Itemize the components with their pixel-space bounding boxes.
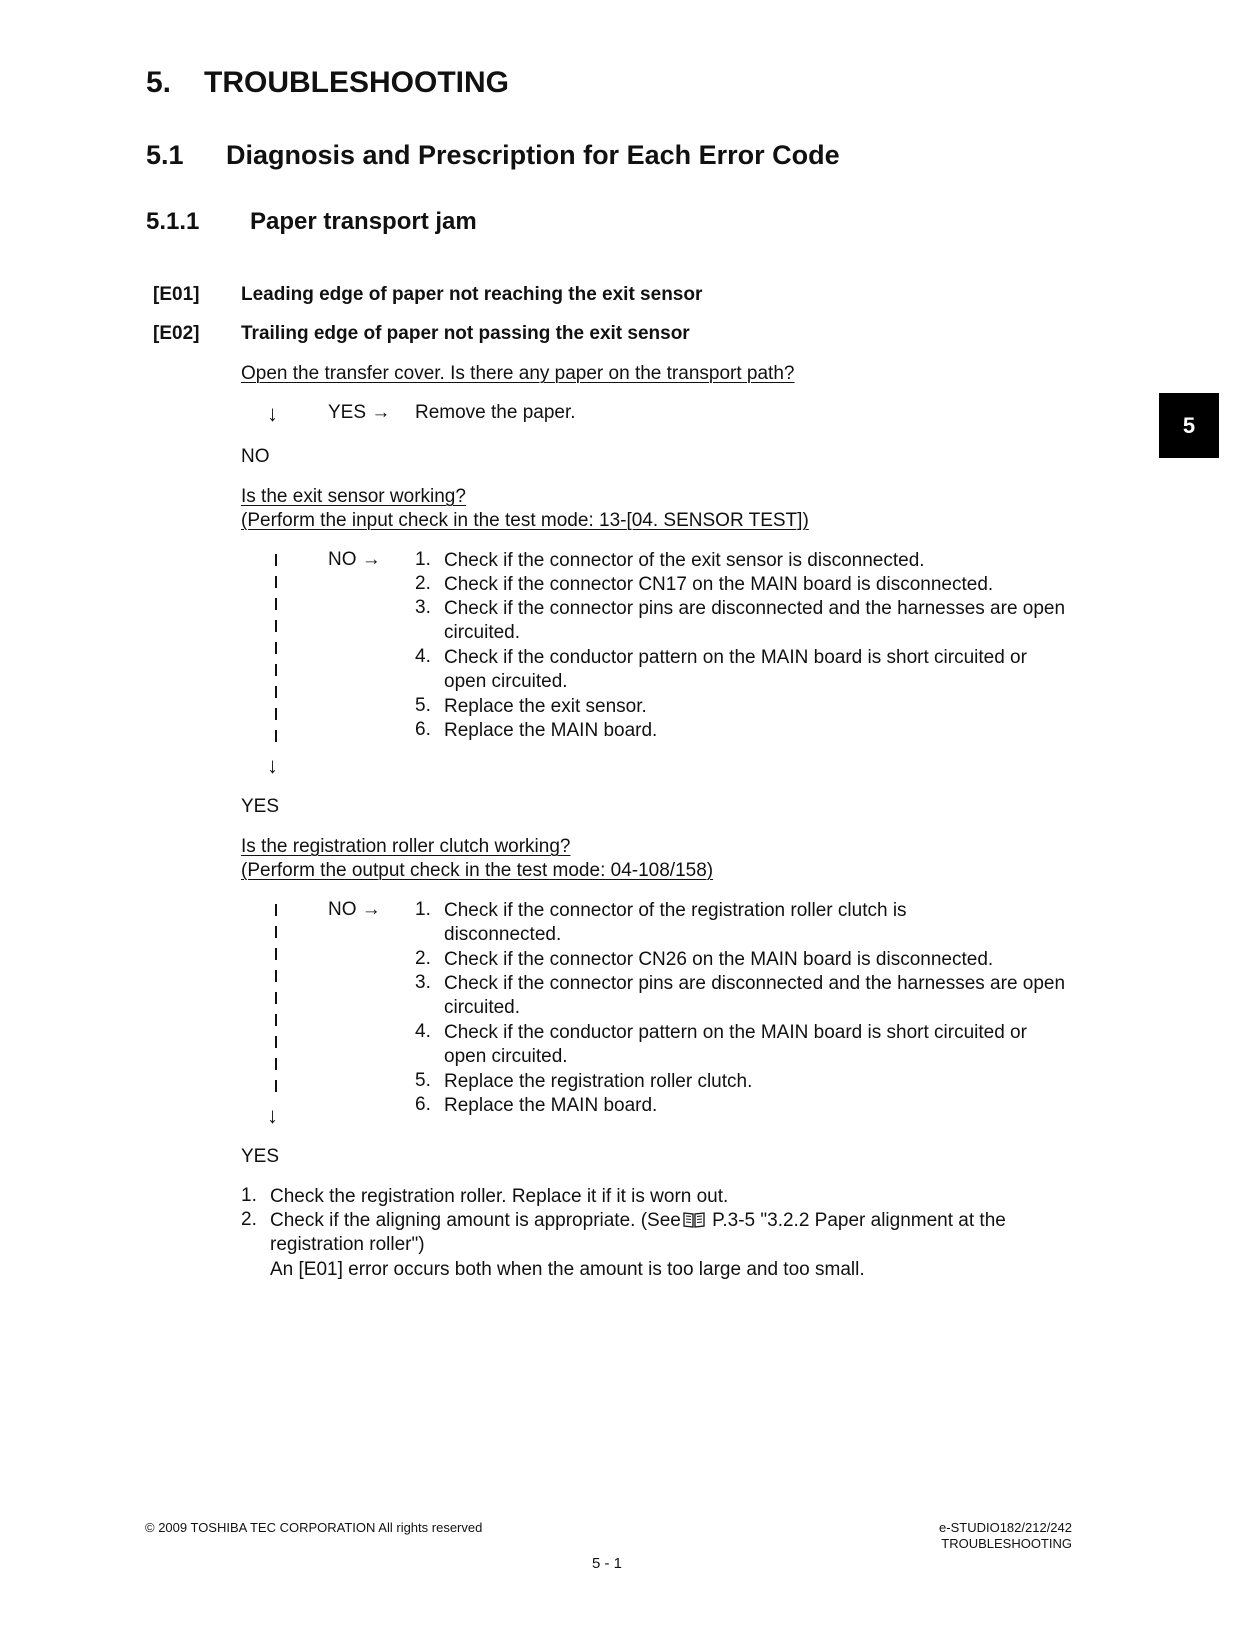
- arrow-right-icon: →: [361, 899, 381, 920]
- list-item: Replace the MAIN board.: [444, 1095, 658, 1116]
- arrow-down-icon: ↓: [267, 753, 278, 778]
- list-number: 2.: [415, 948, 431, 969]
- book-icon: [683, 1211, 705, 1228]
- step2-yes-label: YES: [241, 796, 280, 817]
- list-number: 6.: [415, 719, 431, 740]
- section-number: 5.1: [146, 140, 184, 170]
- error-code-e02: [E02]: [153, 323, 200, 344]
- section-title: Diagnosis and Prescription for Each Error Code: [226, 140, 840, 170]
- list-number: 3.: [415, 597, 431, 618]
- footer-model: e-STUDIO182/212/242: [939, 1520, 1072, 1535]
- list-number: 1.: [241, 1185, 257, 1206]
- arrow-down-icon: ↓: [267, 1103, 278, 1128]
- list-item: Check if the connector CN17 on the MAIN board is disconnected.: [444, 574, 994, 595]
- step3-yes-label: YES: [241, 1146, 280, 1167]
- page-number: 5 - 1: [592, 1555, 623, 1572]
- step1-yes-label: YES →: [328, 402, 391, 423]
- list-item: Replace the registration roller clutch.: [444, 1071, 753, 1092]
- footer-copyright: © 2009 TOSHIBA TEC CORPORATION All rights reserved: [145, 1520, 483, 1535]
- step3-question-detail: (Perform the output check in the test mode: 04-108/158): [241, 860, 714, 881]
- note: An [E01] error occurs both when the amount is too large and too small.: [270, 1259, 865, 1280]
- list-item: Check if the conductor pattern on the MAIN board is short circuited or open circuited.: [444, 647, 1027, 692]
- subsection-title: Paper transport jam: [250, 208, 477, 235]
- list-item: Check the registration roller. Replace it if it is worn out.: [270, 1186, 729, 1207]
- list-number: 5.: [415, 695, 431, 716]
- step3-no-label: NO →: [328, 899, 381, 920]
- list-item: Check if the conductor pattern on the MAIN board is short circuited or open circuited.: [444, 1022, 1027, 1067]
- error-code-e01: [E01]: [153, 284, 200, 305]
- step1-question: Open the transfer cover. Is there any paper on the transport path?: [241, 363, 795, 384]
- list-item: Check if the connector pins are disconnected and the harnesses are open circuited.: [444, 598, 1066, 643]
- step2-question-detail: (Perform the input check in the test mode: 13-[04. SENSOR TEST]): [241, 510, 809, 531]
- chapter-number: 5.: [146, 66, 172, 99]
- list-number: 2.: [241, 1209, 257, 1230]
- arrow-down-icon: ↓: [267, 401, 278, 426]
- list-number: 4.: [415, 1021, 431, 1042]
- chapter-tab: 5: [1159, 393, 1219, 458]
- list-number: 1.: [415, 899, 431, 920]
- list-item: Check if the aligning amount is appropriate. (See P.3-5 "3.2.2 Paper alignment at the registration roller"): [270, 1210, 1006, 1255]
- list-item: Check if the connector of the exit sensor is disconnected.: [444, 550, 925, 571]
- list-number: 5.: [415, 1070, 431, 1091]
- step1-yes-action: Remove the paper.: [415, 402, 576, 423]
- list-item: Replace the MAIN board.: [444, 720, 658, 741]
- list-number: 4.: [415, 646, 431, 667]
- list-item: Check if the connector of the registration roller clutch is disconnected.: [444, 900, 907, 945]
- arrow-right-icon: →: [371, 402, 391, 423]
- list-item: Check if the connector CN26 on the MAIN board is disconnected.: [444, 949, 994, 970]
- list-number: 2.: [415, 573, 431, 594]
- step1-no-label: NO: [241, 446, 270, 467]
- step2-question: Is the exit sensor working?: [241, 486, 466, 507]
- step3-question: Is the registration roller clutch working?: [241, 836, 571, 857]
- arrow-right-icon: →: [361, 549, 381, 570]
- list-number: 3.: [415, 972, 431, 993]
- list-item: Replace the exit sensor.: [444, 696, 647, 717]
- chapter-title: TROUBLESHOOTING: [204, 66, 509, 99]
- error-description-e02: Trailing edge of paper not passing the exit sensor: [241, 323, 690, 344]
- error-description-e01: Leading edge of paper not reaching the exit sensor: [241, 284, 703, 305]
- step2-no-label: NO →: [328, 549, 381, 570]
- footer-chapter: TROUBLESHOOTING: [941, 1536, 1072, 1551]
- list-number: 6.: [415, 1094, 431, 1115]
- subsection-number: 5.1.1: [146, 208, 200, 235]
- list-item: Check if the connector pins are disconnected and the harnesses are open circuited.: [444, 973, 1066, 1018]
- list-number: 1.: [415, 549, 431, 570]
